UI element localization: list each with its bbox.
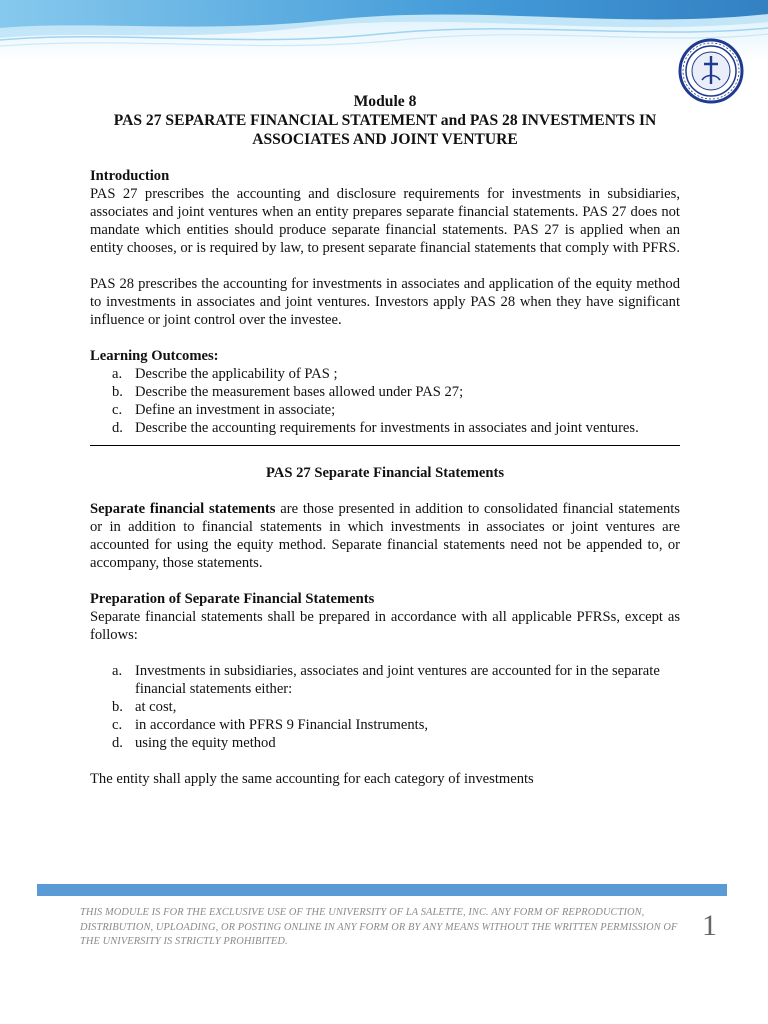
learning-outcomes-heading: Learning Outcomes:: [90, 348, 219, 364]
page-number: 1: [702, 909, 717, 942]
term-separate-fs: Separate financial statements: [90, 501, 276, 517]
closing-sentence: The entity shall apply the same accounting for each category of investments: [90, 771, 534, 787]
list-item: b. Describe the measurement bases allowed under PAS 27;: [112, 384, 464, 400]
copyright-notice: THIS MODULE IS FOR THE EXCLUSIVE USE OF THE UNIVERSITY OF LA SALETTE, INC. ANY FORM OF REPRODUCTION, DISTRIBUTION, UPLOADING, OR POSTING ONLINE IN ANY FORM OR BY ANY MEANS WITHOUT THE WRITTEN PERMISSION OF THE UNIVERSITY IS STRICTLY PROHIBITED.: [80, 907, 678, 947]
footer-bar: [37, 884, 727, 896]
separate-fs-definition: Separate financial statements are those presented in addition to consolidated financial statements or in addition to financial statements in which investments in associates or joint ventures are accounted for using the equity method. Separate financial statements need not be appended to, or accompany, those statements.: [90, 501, 680, 571]
list-item: c. in accordance with PFRS 9 Financial Instruments,: [112, 717, 429, 733]
university-seal-icon: [678, 38, 744, 104]
preparation-heading: Preparation of Separate Financial Statements: [90, 591, 375, 607]
preparation-list: [90, 662, 680, 752]
introduction-heading: Introduction: [90, 168, 170, 184]
list-item: a. Investments in subsidiaries, associates and joint ventures are accounted for in the separate financial statements either:: [112, 663, 660, 697]
module-number: Module 8: [353, 93, 417, 110]
list-item: d. using the equity method: [112, 735, 276, 751]
introduction-paragraph-1: PAS 27 prescribes the accounting and disclosure requirements for investments in subsidiaries, associates and joint ventures when an entity prepares separate financial statements. PAS 27 does not mandate which entities should produce separate financial statements. PAS 27 is applied when an entity chooses, or is required by law, to present separate financial statements that comply with PFRS.: [90, 186, 680, 256]
module-title-line1: PAS 27 SEPARATE FINANCIAL STATEMENT and PAS 28 INVESTMENTS IN: [113, 112, 657, 129]
introduction-paragraph-2: PAS 28 prescribes the accounting for investments in associates and application of the equity method to investments in associates and joint ventures. Investors apply PAS 28 when they have significant influence or joint control over the investee.: [90, 276, 680, 328]
list-item: a. Describe the applicability of PAS ;: [112, 366, 338, 382]
list-item: d. Describe the accounting requirements for investments in associates and joint ventures.: [112, 420, 639, 436]
preparation-intro: Separate financial statements shall be prepared in accordance with all applicable PFRSs, except as follows:: [90, 609, 680, 643]
module-title-line2: ASSOCIATES AND JOINT VENTURE: [252, 131, 518, 148]
list-item: b. at cost,: [112, 699, 177, 715]
section-title: PAS 27 Separate Financial Statements: [265, 465, 505, 481]
module-content: [90, 92, 680, 788]
wave-banner: [0, 0, 768, 62]
list-item: c. Define an investment in associate;: [112, 402, 336, 418]
learning-outcomes-list: [90, 365, 680, 437]
